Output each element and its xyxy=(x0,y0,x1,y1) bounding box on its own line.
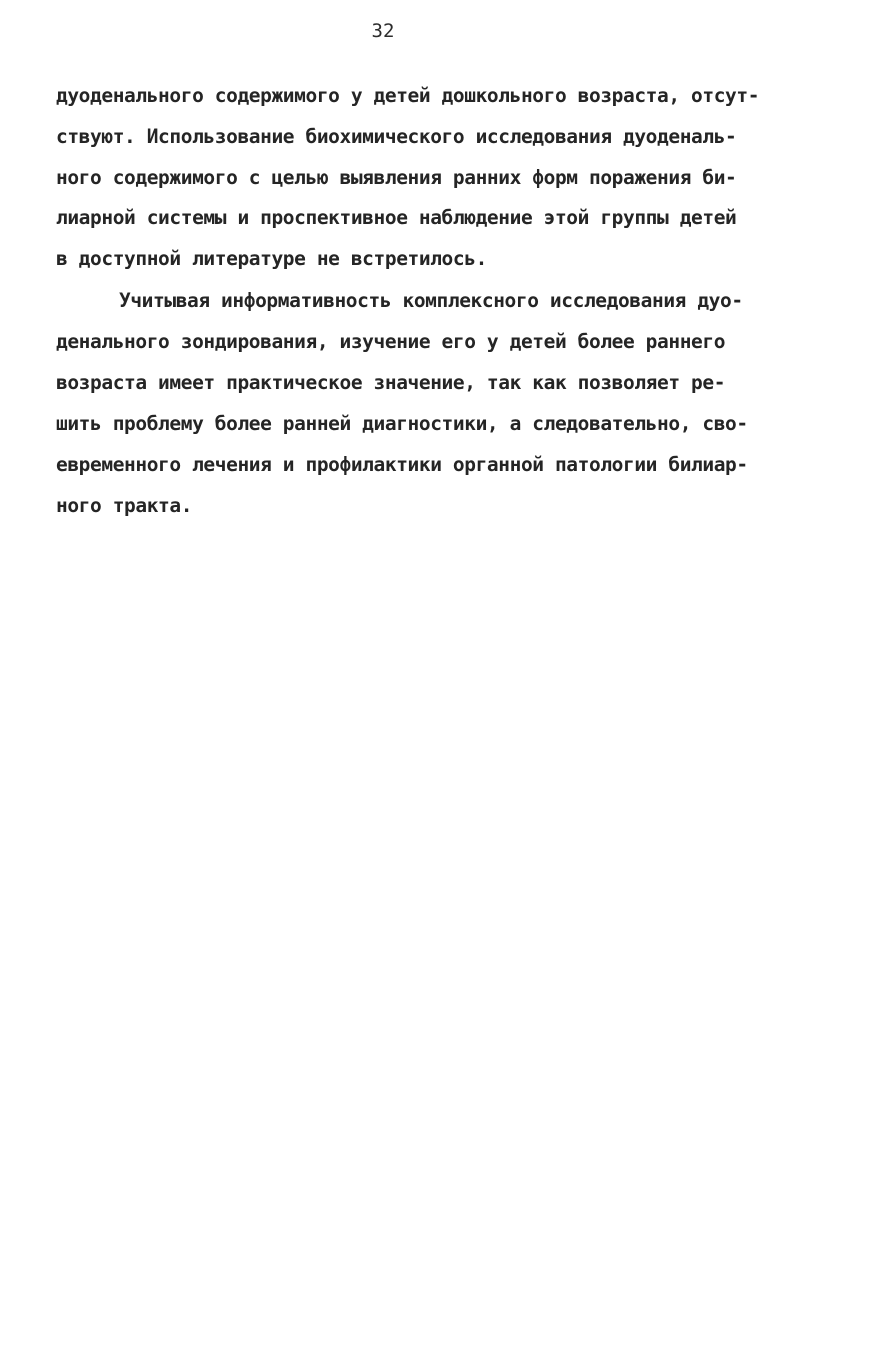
text-line: в доступной литературе не встретилось. xyxy=(56,247,487,270)
text-line: возраста имеет практическое значение, так как позволяет ре- xyxy=(56,371,726,394)
text-line: денального зондирования, изучение его у детей более раннего xyxy=(56,330,726,353)
text-line: дуоденального содержимого у детей дошкольного возраста, отсут- xyxy=(56,84,760,107)
text-line: ного содержимого с целью выявления ранних форм поражения би- xyxy=(56,166,737,189)
text-line: ного тракта. xyxy=(56,494,193,517)
text-line: лиарной системы и проспективное наблюдение этой группы детей xyxy=(56,206,737,229)
text-line: евременного лечения и профилактики органной патологии билиар- xyxy=(56,453,748,476)
text-line: шить проблему более ранней диагностики, а следовательно, сво- xyxy=(56,412,748,435)
text-line: Учитывая информативность комплексного исследования дуо- xyxy=(119,289,743,312)
page-number: 32 xyxy=(371,20,395,42)
text-line: ствуют. Использование биохимического исследования дуоденаль- xyxy=(56,125,737,148)
